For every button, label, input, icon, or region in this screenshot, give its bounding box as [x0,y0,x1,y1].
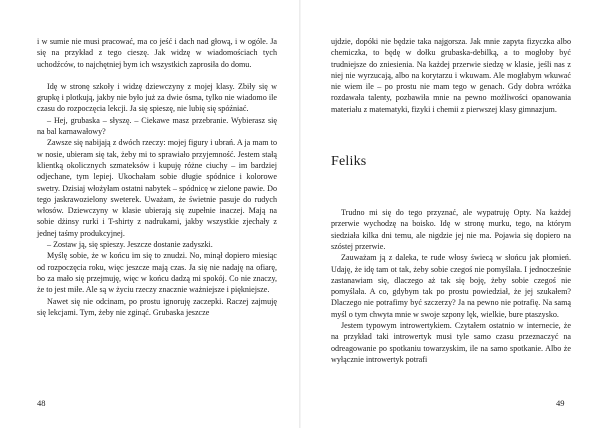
paragraph: – Zostaw ją, się spieszy. Jeszcze dostanie zadyszki. [47,240,213,250]
paragraph: Zawsze się nabijają z dwóch rzeczy: mojej figury i ubrań. A ja mam to w nosie, ubieram się tak, żeby mi to sprawiało przyjemność. Jestem stałą klientką okolicznych szmateksów i kupuję różne ciuchy – im bardziej odjechane, tym lepiej. Ukochałam sobie długie spódnice i kolorowe swetry. Dzisiaj włożyłam ostatni nabytek – spódnicę w zielone pawie. Do tego jaskrawozielony sweterek. Uważam, że świetnie pasuje do rudych włosów. Dziewczyny w klasie ubierają się zupełnie inaczej. Mają na sobie dżinsy rurki i T-shirty z nadrukami, jakby wszystkie zjechały z jednej taśmy produkcyjnej. [37,138,277,238]
paragraph: Idę w stronę szkoły i widzę dziewczyny z mojej klasy. Zbiły się w grupkę i plotkują, jakby nie było już za dwie ósma, tylko nie wiadomo ile czasu do rozpoczęcia lekcji. Ja się spieszę, nie lubię się spóźniać. [37,81,277,114]
left-page [37,36,277,318]
right-page [331,36,571,365]
page-number-left: 48 [37,398,46,408]
paragraph: Zauważam ją z daleka, te rude włosy świecą w słońcu jak płomień. Udaję, że idę tam ot tak, żeby sobie czegoś nie pomyślała. I jednocześnie zastanawiam się, dlaczego aż tak się boję, żeby sobie czegoś nie pomyślała. A co, gdybym tak po prostu powiedział, że jej szukałem? Dlaczego nie potrafimy być szczerzy? Ja na pewno nie potrafię. Na samą myśl o tym chwyta mnie w swoje szpony lęk, wielkie, bure ptaszysko. [331,253,571,319]
paragraph: Nawet się nie odcinam, po prostu ignoruję zaczepki. Raczej zajmuję się lekcjami. Tym, żeby nie zginąć. Grubaska jeszcze [37,296,277,317]
section-break [37,70,277,81]
paragraph: Jestem typowym introwertykiem. Czytałem ostatnio w internecie, że na przykład taki introwertyk musi tyle samo czasu przeznaczyć na odreagowanie po spotkaniu towarzyskim, ile na samo spotkanie. Albo że wyłącznie introwertyk potrafi [331,321,571,364]
page-number-right: 49 [556,398,565,408]
paragraph: ujdzie, dopóki nie będzie taka najgorsza. Jak mnie zapyta fizyczka albo chemiczka, to będę w dołku grubaska-debilką, a to mogłoby być trudniejsze do zniesienia. Na każdej przerwie siedzę w klasie, jeśli nas z niej nie wyrzucają, albo na korytarzu i wkuwam. Ale mogłabym wkuwać nie wiem ile – po prostu nie mam tego w genach. Gdy dobra wróżka rozdawała talenty, pozbawiła mnie na pewno możliwości opanowania materiału z matematyki, fizyki i chemii z pierwszej klasy gimnazjum. [331,37,571,114]
paragraph: i w sumie nie musi pracować, ma co jeść i dach nad głową, i w ogóle. Ja się na przykład z tego cieszę. Jak widzę w wiadomościach tych uchodźców, to najchętniej bym ich wszystkich zaprosiła do domu. [37,37,277,69]
paragraph: Myślę sobie, że w końcu im się to znudzi. No, minął dopiero miesiąc od rozpoczęcia roku, więc jeszcze mają czas. Ja się nie nadaję na ofiarę, bo za mało się przejmuję, więc w końcu dadzą mi spokój. Co nie znaczy, że to jest miłe. Ale są w życiu rzeczy znacznie ważniejsze i piękniejsze. [37,251,277,295]
paragraph: – Hej, grubaska – słyszę. – Ciekawe masz przebranie. Wybierasz się na bal karnawałowy? [37,115,277,137]
paragraph: Trudno mi się do tego przyznać, ale wypatruję Opty. Na każdej przerwie wychodzę na boisko. Idę w stronę murku, tego, na którym siedziała kilka dni temu, ale nigdzie jej nie ma. Pojawia się dopiero na szóstej przerwie. [331,208,571,251]
book-gutter [299,0,301,428]
chapter-title: Feliks [331,154,367,170]
